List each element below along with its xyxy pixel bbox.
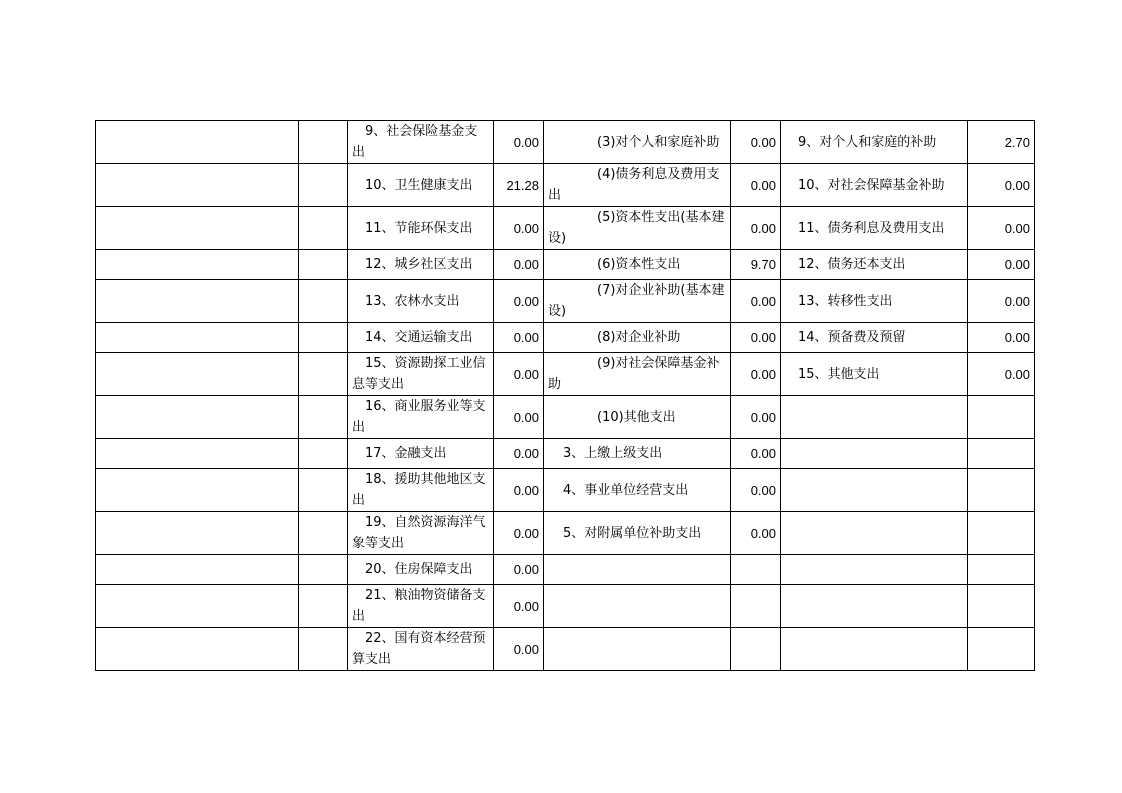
table-row [96, 439, 1035, 469]
government-item-amount: 0.00 [968, 250, 1035, 280]
table-cell [299, 250, 348, 280]
table-row [96, 280, 1035, 323]
function-category-amount: 0.00 [494, 396, 544, 439]
government-item-amount: 0.00 [968, 353, 1035, 396]
table-row [96, 555, 1035, 585]
function-category-amount: 0.00 [494, 280, 544, 323]
function-category-label: 13、农林水支出 [348, 280, 494, 323]
function-category-label: 17、金融支出 [348, 439, 494, 469]
function-category-label: 9、社会保险基金支出 [348, 121, 494, 164]
government-item-amount [968, 439, 1035, 469]
table-cell [299, 396, 348, 439]
function-category-label: 12、城乡社区支出 [348, 250, 494, 280]
function-category-amount: 0.00 [494, 628, 544, 671]
economic-item-label: (4)债务利息及费用支出 [544, 164, 731, 207]
table-cell [96, 121, 299, 164]
economic-item-label [544, 585, 731, 628]
function-category-label: 14、交通运输支出 [348, 323, 494, 353]
government-item-amount [968, 585, 1035, 628]
government-item-label: 13、转移性支出 [781, 280, 968, 323]
economic-item-amount: 0.00 [731, 323, 781, 353]
government-item-amount [968, 512, 1035, 555]
table-row [96, 396, 1035, 439]
government-item-amount: 0.00 [968, 164, 1035, 207]
function-category-amount: 21.28 [494, 164, 544, 207]
function-category-label: 20、住房保障支出 [348, 555, 494, 585]
economic-item-label: 5、对附属单位补助支出 [544, 512, 731, 555]
government-item-label: 12、债务还本支出 [781, 250, 968, 280]
table-cell [299, 164, 348, 207]
government-item-label [781, 628, 968, 671]
function-category-amount: 0.00 [494, 121, 544, 164]
function-category-label: 19、自然资源海洋气象等支出 [348, 512, 494, 555]
table-cell [299, 628, 348, 671]
function-category-label: 10、卫生健康支出 [348, 164, 494, 207]
economic-item-label: (3)对个人和家庭补助 [544, 121, 731, 164]
table-cell [299, 280, 348, 323]
table-cell [96, 512, 299, 555]
economic-item-label: (6)资本性支出 [544, 250, 731, 280]
economic-item-label: (9)对社会保障基金补助 [544, 353, 731, 396]
economic-item-label [544, 555, 731, 585]
government-item-amount [968, 555, 1035, 585]
table-row [96, 512, 1035, 555]
government-item-label: 11、债务利息及费用支出 [781, 207, 968, 250]
function-category-amount: 0.00 [494, 250, 544, 280]
government-item-label: 14、预备费及预留 [781, 323, 968, 353]
function-category-amount: 0.00 [494, 207, 544, 250]
table-cell [299, 121, 348, 164]
government-item-amount: 2.70 [968, 121, 1035, 164]
economic-item-label: (5)资本性支出(基本建设) [544, 207, 731, 250]
government-item-label: 15、其他支出 [781, 353, 968, 396]
table-cell [299, 585, 348, 628]
function-category-amount: 0.00 [494, 585, 544, 628]
function-category-label: 16、商业服务业等支出 [348, 396, 494, 439]
government-item-amount [968, 469, 1035, 512]
table-cell [299, 353, 348, 396]
economic-item-label: (8)对企业补助 [544, 323, 731, 353]
table-cell [299, 439, 348, 469]
table-row [96, 585, 1035, 628]
economic-item-label: (7)对企业补助(基本建设) [544, 280, 731, 323]
economic-item-amount: 0.00 [731, 469, 781, 512]
government-item-label [781, 439, 968, 469]
table-cell [96, 628, 299, 671]
function-category-amount: 0.00 [494, 555, 544, 585]
economic-item-amount: 0.00 [731, 164, 781, 207]
economic-item-amount [731, 555, 781, 585]
table-row [96, 323, 1035, 353]
function-category-label: 18、援助其他地区支出 [348, 469, 494, 512]
budget-expenditure-table [95, 120, 1035, 671]
economic-item-label: 3、上缴上级支出 [544, 439, 731, 469]
function-category-label: 11、节能环保支出 [348, 207, 494, 250]
function-category-label: 15、资源勘探工业信息等支出 [348, 353, 494, 396]
table-cell [96, 353, 299, 396]
economic-item-amount: 0.00 [731, 121, 781, 164]
table-row [96, 353, 1035, 396]
table-cell [96, 396, 299, 439]
economic-item-amount: 0.00 [731, 396, 781, 439]
table-cell [96, 555, 299, 585]
table-cell [299, 512, 348, 555]
function-category-amount: 0.00 [494, 353, 544, 396]
table-row [96, 164, 1035, 207]
government-item-label [781, 469, 968, 512]
government-item-amount [968, 628, 1035, 671]
economic-item-amount: 0.00 [731, 207, 781, 250]
table-cell [299, 323, 348, 353]
government-item-amount: 0.00 [968, 207, 1035, 250]
table-cell [299, 555, 348, 585]
function-category-amount: 0.00 [494, 323, 544, 353]
government-item-amount: 0.00 [968, 323, 1035, 353]
table-row [96, 121, 1035, 164]
function-category-amount: 0.00 [494, 439, 544, 469]
table-cell [96, 280, 299, 323]
economic-item-label: (10)其他支出 [544, 396, 731, 439]
government-item-label [781, 396, 968, 439]
economic-item-label: 4、事业单位经营支出 [544, 469, 731, 512]
table-cell [96, 207, 299, 250]
economic-item-amount: 0.00 [731, 353, 781, 396]
government-item-label [781, 555, 968, 585]
table-row [96, 628, 1035, 671]
table-row [96, 207, 1035, 250]
government-item-label [781, 585, 968, 628]
economic-item-amount: 0.00 [731, 280, 781, 323]
table-cell [96, 439, 299, 469]
economic-item-amount: 9.70 [731, 250, 781, 280]
table-row [96, 469, 1035, 512]
table-cell [96, 164, 299, 207]
function-category-amount: 0.00 [494, 512, 544, 555]
function-category-label: 22、国有资本经营预算支出 [348, 628, 494, 671]
government-item-label: 9、对个人和家庭的补助 [781, 121, 968, 164]
function-category-amount: 0.00 [494, 469, 544, 512]
table-cell [96, 323, 299, 353]
function-category-label: 21、粮油物资储备支出 [348, 585, 494, 628]
table-cell [299, 207, 348, 250]
government-item-label [781, 512, 968, 555]
economic-item-amount [731, 585, 781, 628]
government-item-amount [968, 396, 1035, 439]
table-row [96, 250, 1035, 280]
economic-item-label [544, 628, 731, 671]
government-item-label: 10、对社会保障基金补助 [781, 164, 968, 207]
table-cell [96, 469, 299, 512]
table-cell [96, 585, 299, 628]
economic-item-amount: 0.00 [731, 439, 781, 469]
government-item-amount: 0.00 [968, 280, 1035, 323]
table-cell [96, 250, 299, 280]
table-cell [299, 469, 348, 512]
economic-item-amount: 0.00 [731, 512, 781, 555]
economic-item-amount [731, 628, 781, 671]
